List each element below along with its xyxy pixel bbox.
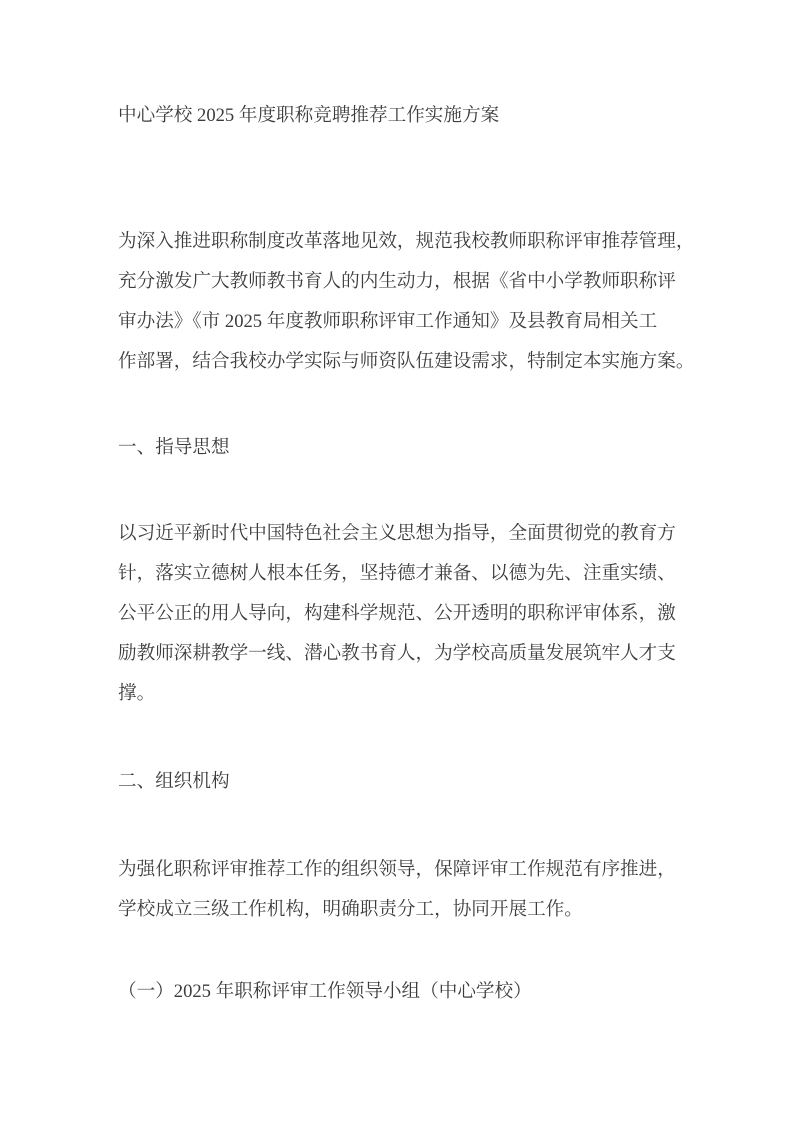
- heading-text: 一、指导思想: [118, 437, 230, 458]
- heading-text: 二、组织机构: [118, 771, 230, 792]
- paragraph-line: 以习近平新时代中国特色社会主义思想为指导，全面贯彻党的教育方: [118, 523, 676, 544]
- section1-heading: [118, 428, 698, 468]
- document-body: [118, 96, 698, 1012]
- paragraph-line: 审办法》《市 2025 年度教师职称评审工作通知》及县教育局相关工: [118, 311, 658, 332]
- paragraph-line: 为强化职称评审推荐工作的组织领导，保障评审工作规范有序推进，: [118, 859, 676, 880]
- paragraph-line: 针，落实立德树人根本任务，坚持德才兼备、以德为先、注重实绩、: [118, 563, 676, 584]
- section2-heading: [118, 762, 698, 802]
- paragraph-line: 励教师深耕教学一线、潜心教书育人，为学校高质量发展筑牢人才支: [118, 643, 676, 664]
- intro-paragraph: [118, 222, 698, 382]
- paragraph-line: 充分激发广大教师教书育人的内生动力，根据《省中小学教师职称评: [118, 271, 676, 292]
- section2-subheading: [118, 972, 698, 1012]
- paragraph-line: 作部署，结合我校办学实际与师资队伍建设需求，特制定本实施方案。: [118, 351, 695, 372]
- section2-paragraph: [118, 850, 698, 930]
- subheading-text: （一）2025 年职称评审工作领导小组（中心学校）: [118, 981, 532, 1002]
- paragraph-line: 学校成立三级工作机构，明确职责分工，协同开展工作。: [118, 899, 583, 920]
- title-text: 中心学校 2025 年度职称竞聘推荐工作实施方案: [118, 105, 500, 126]
- paragraph-line: 撑。: [118, 683, 156, 704]
- paragraph-line: 公平公正的用人导向，构建科学规范、公开透明的职称评审体系，激: [118, 603, 676, 624]
- section1-paragraph: [118, 514, 698, 714]
- paragraph-line: 为深入推进职称制度改革落地见效，规范我校教师职称评审推荐管理，: [118, 231, 695, 252]
- document-title: [118, 96, 698, 136]
